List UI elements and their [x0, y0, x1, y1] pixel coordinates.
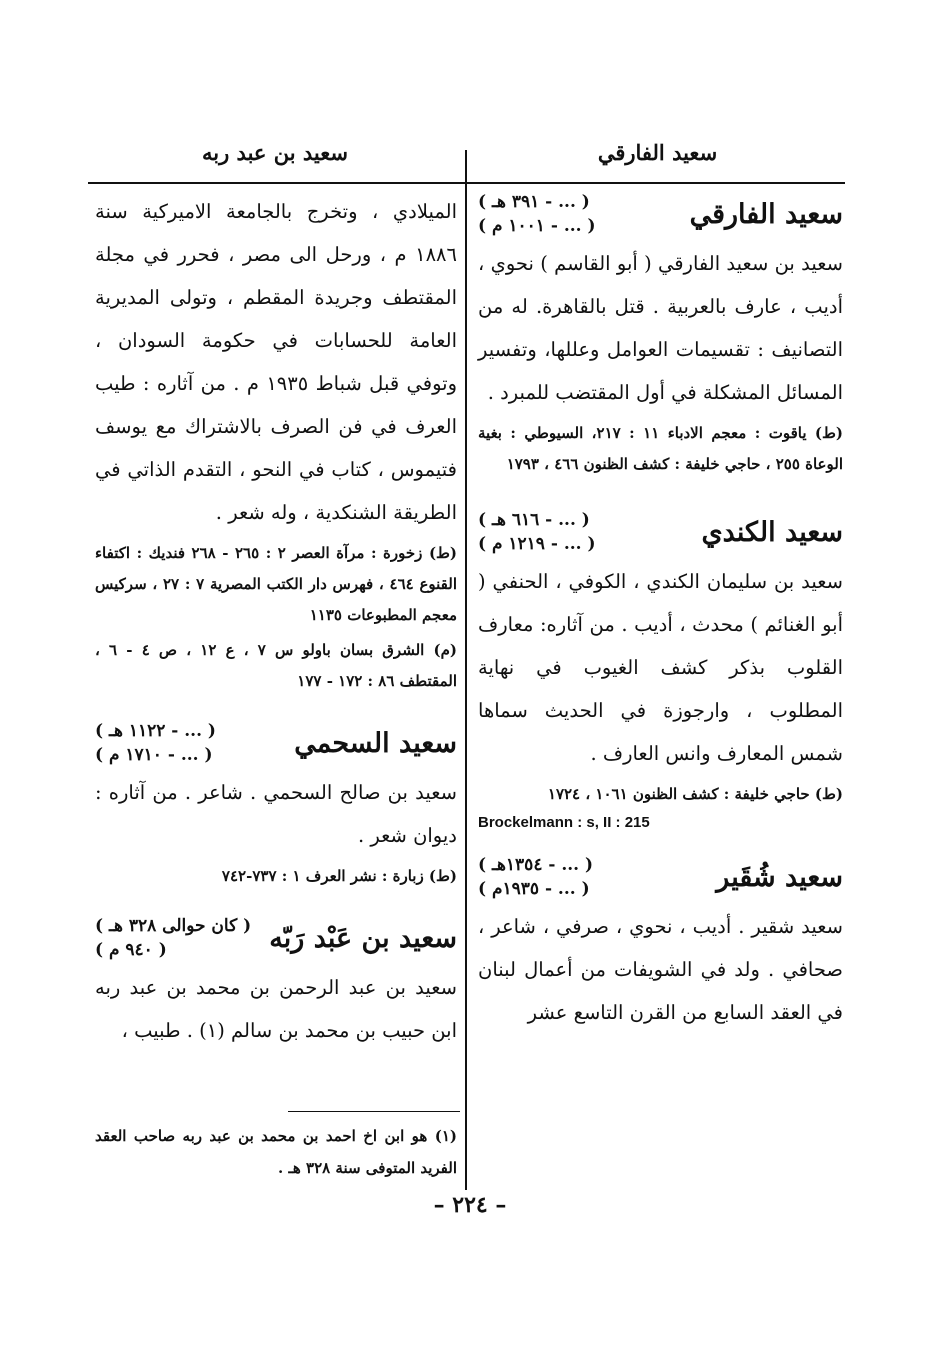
entry-name: سعيد السحمي — [294, 727, 457, 759]
date-gregorian: ( ... - ١٢١٩ م ) — [478, 534, 596, 554]
date-gregorian: ( ٩٤٠ م ) — [95, 940, 167, 960]
entry-name: سعيد بن عَبْد رَبّه — [269, 922, 457, 954]
date-gregorian: ( ... - ١٧١٠ م ) — [95, 745, 213, 765]
entry-name: سعيد الفارقي — [689, 198, 843, 230]
entry-farqi — [478, 190, 843, 480]
date-hijri: ( ... - ٣٩١ هـ ) — [478, 192, 590, 212]
continuation-body: الميلادي ، وتخرج بالجامعة الاميركية سنة ١٨٨٦ م ، ورحل الى مصر ، فحرر في مجلة المقتطف وجريدة المقطم ، وتولى المديرية العامة للحسابات في حكومة السودان ، وتوفي قبل شباط ١٩٣٥ م . من آثاره : طيب العرف في فن الصرف بالاشتراك مع يوسف فتيموس ، كتاب في النحو ، التقدم الذاتي في الطريقة الشنكدية ، وله شعر . — [95, 200, 458, 524]
date-hijri: ( ... - ٦١٦ هـ ) — [478, 510, 590, 530]
entry-ibn-abd-rabbih — [95, 914, 457, 1052]
entry-latin-reference: Brockelmann : s, II : 215 — [478, 814, 650, 831]
running-header-right: سعيد الفارقي — [597, 140, 718, 165]
entry-dates — [478, 190, 596, 238]
entry-body: سعيد بن صالح السحمي . شاعر . من آثاره : ديوان شعر . — [95, 781, 457, 847]
entry-dates — [478, 853, 593, 901]
entry-heading — [478, 190, 843, 238]
entry-shuqair — [478, 853, 843, 1034]
entry-body: سعيد شقير . أديب ، نحوي ، صرفي ، شاعر ، صحافي . ولد في الشويفات من أعمال لبنان في العقد السابع من القرن التاسع عشر — [478, 915, 843, 1024]
entry-references: (ط) حاجي خليفة : كشف الظنون ١٠٦١ ، ١٧٢٤ — [547, 785, 843, 803]
date-hijri: ( ... - ١١٢٢ هـ ) — [95, 721, 216, 741]
column-divider — [465, 150, 467, 1190]
date-hijri: ( كان حوالى ٣٢٨ هـ ) — [95, 916, 252, 936]
footnote-rule — [288, 1111, 460, 1112]
entry-references: (ط) ياقوت : معجم الادباء ١١ : ٢١٧، السيوطي : بغية الوعاة ٢٥٥ ، حاجي خليفة : كشف الظنون ٤٦٦ ، ١٧٩٣ — [478, 424, 844, 473]
entry-sahmi — [95, 719, 457, 892]
entry-heading — [478, 853, 843, 901]
entry-dates — [95, 719, 216, 767]
continuation-references-periodicals: (م) الشرق بسان باولو س ٧ ، ع ١٢ ، ص ٤ - ٦ ، المقتطف ٨٦ : ١٧٢ - ١٧٧ — [95, 641, 457, 690]
entry-body: سعيد بن سليمان الكندي ، الكوفي ، الحنفي ( أبو الغنائم ) محدث ، أديب . من آثاره: معارف القلوب بذكر كشف الغيوب في نهاية المطلوب ، وارجوزة في الحديث سماها شمس المعارف وانس العارف . — [478, 570, 843, 765]
entry-name: سعيد شُقَير — [716, 861, 843, 893]
date-gregorian: ( ... - ١٩٣٥م ) — [478, 879, 590, 899]
entry-dates — [95, 914, 251, 962]
entry-heading — [478, 508, 843, 556]
page-number: – ٢٢٤ – — [433, 1192, 507, 1218]
continuation-references: (ط) زخورة : مرآة العصر ٢ : ٢٦٥ - ٢٦٨ فنديك : اكتفاء القنوع ٤٦٤ ، فهرس دار الكتب المصرية ٧ : ٢٧ ، سركيس معجم المطبوعات ١١٣٥ — [95, 544, 458, 624]
footnote: (١) هو ابن اخ احمد بن محمد بن عبد ربه صاحب العقد الفريد المتوفى سنة ٣٢٨ هـ . — [95, 1127, 457, 1177]
entry-dates — [478, 508, 596, 556]
entry-body: سعيد بن عبد الرحمن بن محمد بن عبد ربه ابن حبيب بن محمد بن سالم (١) . طبيب ، — [95, 976, 457, 1042]
running-header-left: سعيد بن عبد ربه — [202, 140, 348, 165]
entry-body: سعيد بن سعيد الفارقي ( أبو القاسم ) نحوي ، أديب ، عارف بالعربية . قتل بالقاهرة. له من التصانيف : تقسيمات العوامل وعللها، وتفسير المسائل المشكلة في أول المقتضب للمبرد . — [478, 252, 843, 404]
left-column — [95, 190, 457, 1052]
right-column — [478, 190, 843, 1034]
entry-heading — [95, 719, 457, 767]
entry-references: (ط) زبارة : نشر العرف ١ : ٧٣٧-٧٤٢ — [221, 867, 457, 885]
entry-kindi — [478, 508, 843, 831]
date-gregorian: ( ... - ١٠٠١ م ) — [478, 216, 596, 236]
date-hijri: ( ... - ١٣٥٤هـ ) — [478, 855, 594, 875]
entry-heading — [95, 914, 457, 962]
entry-name: سعيد الكندي — [701, 516, 843, 548]
